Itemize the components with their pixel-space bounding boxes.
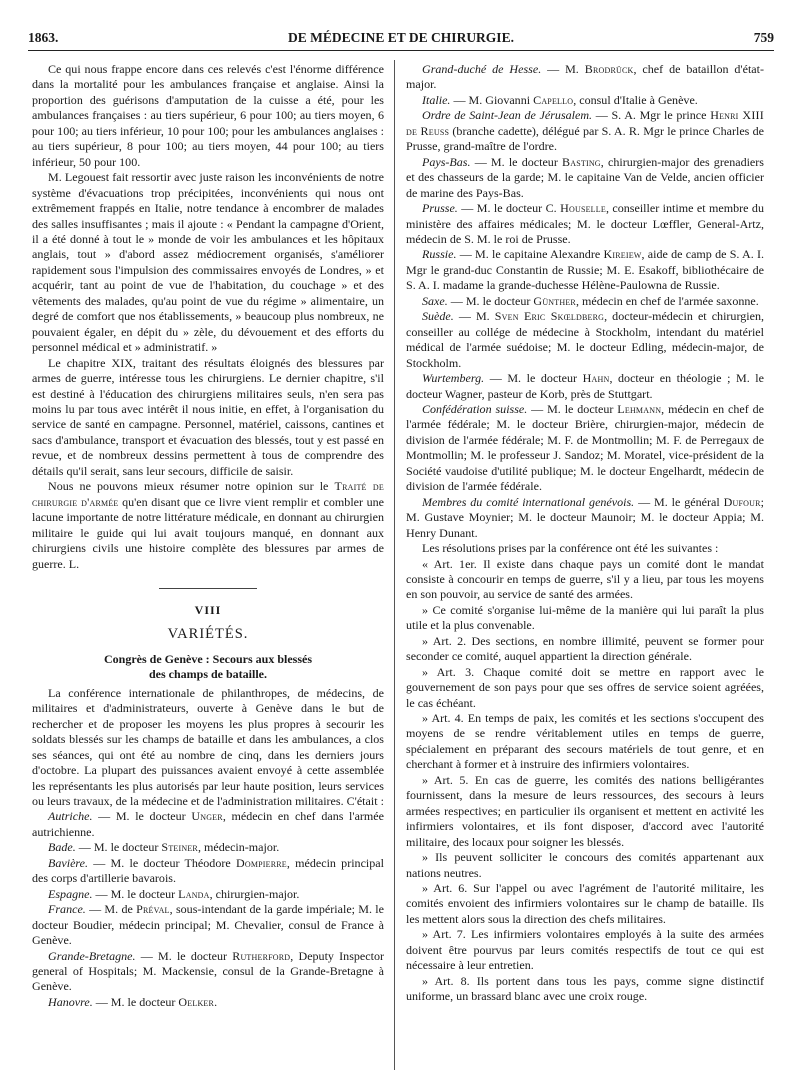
- delegate-name: Steiner: [161, 840, 198, 855]
- paragraph-conclusion: [32, 479, 384, 572]
- delegate-text: , aide de camp de S. A. I. Mgr le grand-duc Constantin de Russie; M. E. Esakoff, bibliothécaire de S. A. I. madame la grande-duchesse Hélène-Paulowna de Russie.: [406, 247, 764, 293]
- delegate-name: Houselle: [560, 201, 606, 216]
- delegate-text: — M. le capitaine Alexandre: [456, 247, 604, 262]
- delegate-text: — M. le docteur: [92, 886, 179, 901]
- subtitle-line-2: des champs de bataille.: [148, 666, 267, 681]
- resolution-article: » Ils peuvent solliciter le concours des comités appartenant aux nations neutres.: [406, 850, 764, 880]
- delegate-text: , docteur-médecin et chirurgien, conseiller au collége de médecine à Stockholm, intendant du matériel médical de l'armée suédoise; M. le docteur Edling, médecin-major, de Stockholm.: [406, 309, 765, 370]
- delegate-country: Membres du comité international genévois.: [422, 494, 635, 509]
- delegate-entry: [32, 902, 384, 948]
- delegate-name: Landa: [178, 886, 210, 901]
- delegate-name: Rutherford: [232, 948, 291, 963]
- delegate-text: — M.: [453, 309, 495, 324]
- delegate-entry: [32, 840, 384, 855]
- conclusion-text-a: Nous ne pouvons mieux résumer notre opinion sur le: [48, 479, 335, 494]
- delegate-entry: [406, 108, 764, 154]
- resolution-article: » Ce comité s'organise lui-même de la manière qui lui paraît la plus utile et la plus convenable.: [406, 602, 764, 633]
- resolutions-list: [406, 557, 764, 1005]
- paragraph-chapter-xix: Le chapitre XIX, traitant des résultats éloignés des blessures par armes de guerre, intéresse tous les chirurgiens. Le dernier chapitre, s'il est destiné à l'éducation des chirurgiens militaires seuls, n'en sera pas moins lu par tous avec intérêt il nous initie, en effet, à l'organisation du service de santé en campagne. Personnel, matériel, caissons, cantines et sacs d'ambulance, transport et évacuation des blessés, tout y est passé en revue, et de nombreux dessins permettent à tous de comprendre des détails qu'il serait, sans leur secours, difficile de saisir.: [32, 355, 384, 478]
- delegate-country: Hanovre.: [48, 994, 93, 1009]
- delegate-country: Autriche.: [48, 809, 93, 824]
- delegate-text: , médecin-major.: [197, 840, 280, 855]
- delegate-name: Basting: [562, 154, 601, 169]
- delegate-country: Prusse.: [422, 201, 458, 216]
- paragraph-legouest: M. Legouest fait ressortir avec juste raison les inconvénients de notre système d'évacuations trop précipitées, inconvénients qui nous ont extrêmement frappés en Italie, notre tendance à encombrer de malades des salles insuffisantes ; mais il ajoute : « Pendant la campagne d'Orient, il a été donné à tout le » monde de voir les ambulances et les hôpitaux anglais, tout » d'abord assez médiocrement organisés, s'améliorer rapidement sous l'impulsion des commissaires envoyés de Londres, » et acquérir, tant au point de vue de l'habitation, du couchage » et des vêtements des malades, qu'au point de vue du régime » alimentaire, un degré de comfort que nos établissements, » beaucoup plus nombreux, ne pouvaient égaler, en dépit du » zèle, du dévouement et des efforts du personnel médical et » administratif. »: [32, 170, 384, 355]
- delegate-text: — M. Giovanni: [450, 92, 534, 107]
- delegate-name: Henri XIII de Reuss: [406, 108, 764, 138]
- delegate-text: , médecin en chef de l'armée fédérale; M. le docteur Brière, chirurgien-major, médecin de division de l'armée fédérale; M. F. de Montmollin; M. F. de Perregaux de Montmollin; M. le professeur J. Sandoz; M. Moratel, vice-président de la Société vaudoise d'utilité publique; M. le docteur Engelhardt, médecin de division de l'armée fédérale.: [406, 401, 764, 494]
- delegate-country: Pays-Bas.: [422, 154, 471, 169]
- delegate-entry: [406, 62, 764, 93]
- delegate-text: — M. le docteur: [484, 371, 583, 386]
- delegate-entry: [406, 294, 764, 309]
- delegate-name: Dufour: [723, 494, 761, 509]
- delegate-country: France.: [48, 902, 86, 917]
- delegate-text: — M. le général: [634, 494, 724, 509]
- delegate-country: Suède.: [422, 309, 454, 324]
- article-subtitle: [32, 652, 384, 682]
- delegate-text: — S. A. Mgr le prince: [592, 108, 711, 123]
- resolution-article: » Art. 3. Chaque comité doit se mettre en rapport avec le gouvernement de son pays pour que ses offres de service soient agréées, le cas échéant.: [406, 664, 764, 710]
- delegate-entry: [406, 402, 764, 495]
- delegate-entry: [406, 371, 764, 402]
- book-title: Traité de chirurgie d'armée: [32, 479, 384, 509]
- delegate-country: Confédération suisse.: [422, 401, 528, 416]
- delegate-name: Hahn: [582, 371, 610, 386]
- delegate-entry: [32, 995, 384, 1010]
- delegate-name: Unger: [191, 809, 223, 824]
- delegate-text: , sous-intendant de la garde impériale; M. le docteur Boudier, médecin principal; M. Chevalier, consul de France à Genève.: [32, 902, 385, 948]
- delegate-text: (branche cadette), délégué par S. A. R. Mgr le prince Charles de Prusse, grand-maître de l'ordre.: [406, 123, 765, 154]
- paragraph-conference: La conférence internationale de philanthropes, de médecins, de militaires et d'administrateurs, ouverte à Genève dans le but de rechercher et de proposer les moyens les plus propres à secourir les soldats blessés sur les champs de bataille et dans les ambulances, a clos ses séances, qui ont été au nombre de cinq, dans les derniers jours d'octobre. La plupart des puissances avaient envoyé à cette assemblée les représentants les plus autorisés par leur haute position, leurs services ou leurs travaux, de la médecine et de l'administration militaires. C'était :: [32, 685, 384, 809]
- delegate-text: .: [214, 994, 218, 1009]
- delegate-text: — M. le docteur C.: [457, 201, 561, 216]
- delegate-name: Dompierre: [235, 855, 287, 870]
- delegate-entry: [406, 155, 764, 201]
- delegate-text: , conseiller intime et membre du ministère des affaires médicales; M. le docteur Lœffler, General-Artz, médecin de S. M. le roi de Prusse.: [406, 201, 764, 246]
- delegate-text: — M. de: [85, 902, 137, 917]
- delegate-country: Ordre de Saint-Jean de Jérusalem.: [422, 108, 593, 123]
- resolution-article: » Art. 5. En cas de guerre, les comités des nations belligérantes fournissent, dans la mesure de leurs ressources, des secours à leurs armées respectives; en particulier ils organisent et mettent en activité les infirmiers volontaires, et ils font disposer, d'accord avec l'autorité militaire, des locaux pour soigner les blessés.: [406, 772, 764, 849]
- delegate-country: Espagne.: [48, 886, 93, 901]
- header-journal-title: DE MÉDECINE ET DE CHIRURGIE.: [288, 30, 514, 45]
- delegate-name: Capello: [533, 92, 574, 107]
- resolution-article: » Art. 4. En temps de paix, les comités et les sections s'occupent des moyens de se rendre véritablement utiles en temps de guerre, spécialement en préparant des secours matériels de tout genre, et en cherchant à former et à instruire des infirmiers volontaires.: [406, 711, 764, 772]
- delegate-text: — M. le docteur Théodore: [88, 855, 236, 870]
- delegate-text: , consul d'Italie à Genève.: [573, 92, 698, 107]
- delegate-name: Lehmann: [617, 401, 662, 416]
- header-page-number: 759: [753, 30, 774, 45]
- delegate-text: , médecin en chef de l'armée saxonne.: [575, 293, 759, 308]
- paragraph-mortality: Ce qui nous frappe encore dans ces relevés c'est l'énorme différence dans la mortalité pour les ambulances française et anglaise. Ainsi la proportion des guérisons d'amputation de la cuisse a été, pour les ambulances françaises : au tiers supérieur, 6 pour 100; au tiers moyen, 6 pour 100; au tiers inférieur, 10 pour 100; pour les ambulances anglaises : au tiers supérieur, 8 pour 100; au tiers moyen, 44 pour 100; au tiers inférieur, 50 pour 100.: [32, 62, 384, 169]
- delegate-text: — M. le docteur: [447, 293, 534, 308]
- section-rule: [159, 588, 257, 589]
- delegate-name: Günther: [533, 293, 576, 308]
- delegate-country: Saxe.: [422, 293, 448, 308]
- delegate-entry: [406, 309, 764, 371]
- delegate-country: Bavière.: [48, 855, 89, 870]
- delegate-name: Préval: [136, 902, 170, 917]
- delegate-text: , chirurgien-major.: [209, 886, 300, 901]
- delegate-text: , médecin principal des corps d'artillerie bavarois.: [32, 855, 384, 886]
- resolution-article: » Art. 2. Des sections, en nombre illimité, peuvent se former pour seconder ce comité, auquel appartient la direction générale.: [406, 633, 764, 664]
- delegate-entry: [406, 93, 764, 108]
- header-year: 1863.: [28, 30, 59, 45]
- delegate-text: — M. le docteur: [75, 840, 162, 855]
- delegate-country: Russie.: [422, 247, 457, 262]
- delegate-list-right: [406, 62, 764, 541]
- delegate-text: , docteur en théologie ; M. le docteur Wagner, pasteur de Korb, près de Stuttgart.: [406, 371, 764, 401]
- resolution-article: » Art. 7. Les infirmiers volontaires employés à la suite des armées doivent être pourvus par leurs comités respectifs de tout ce qui est nécessaire à leur entretien.: [406, 927, 764, 973]
- left-column: [32, 62, 384, 1010]
- delegate-text: — M. le docteur: [135, 948, 233, 963]
- resolution-article: « Art. 1er. Il existe dans chaque pays un comité dont le mandat consiste à concourir en temps de guerre, s'il y a lieu, par tous les moyens en son pouvoir, au service de santé des armées.: [406, 556, 764, 602]
- delegate-entry: [32, 887, 384, 902]
- delegate-text: — M. le docteur: [92, 994, 179, 1009]
- delegate-country: Grand-duché de Hesse.: [422, 62, 542, 76]
- delegate-text: — M. le docteur: [527, 401, 618, 416]
- delegate-list-left: [32, 809, 384, 1010]
- section-title: VARIÉTÉS.: [167, 626, 249, 643]
- delegate-name: Sven Eric Skœldberg: [494, 309, 605, 324]
- delegate-text: , chef de bataillon d'état-major.: [406, 62, 765, 92]
- delegate-entry: [32, 949, 384, 995]
- delegate-text: — M.: [541, 62, 585, 76]
- delegate-entry: [406, 201, 764, 247]
- author-signature: L.: [68, 556, 80, 571]
- delegate-country: Grande-Bretagne.: [48, 948, 136, 963]
- delegate-text: , médecin en chef dans l'armée autrichienne.: [32, 809, 384, 839]
- delegate-text: , Deputy Inspector general of Hospitals; M. Mackensie, consul de la Grande-Bretagne à Genève.: [32, 948, 384, 994]
- resolution-article: » Art. 8. Ils portent dans tous les pays, comme signe distinctif uniforme, un brassard blanc avec une croix rouge.: [406, 973, 764, 1004]
- delegate-entry: [32, 809, 384, 840]
- conclusion-text-b: qu'en disant que ce livre vient remplir et combler une lacune importante de notre littérature médicale, en donnant au chirurgien militaire le guide qui lui avait toujours manqué, en donnant aux chirurgiens civils une histoire complète des blessures par armes de guerre.: [32, 494, 385, 571]
- delegate-entry: [32, 856, 384, 887]
- right-column: [406, 62, 764, 1005]
- delegate-name: Oelker: [178, 994, 215, 1009]
- delegate-name: Kireiew: [603, 247, 642, 262]
- delegate-entry: [406, 247, 764, 293]
- delegate-entry: [406, 495, 764, 541]
- column-divider: [394, 60, 395, 1070]
- delegate-country: Wurtemberg.: [422, 371, 485, 386]
- running-header: [28, 28, 774, 51]
- resolution-article: » Art. 6. Sur l'appel ou avec l'agrément de l'autorité militaire, les comités envoient des infirmiers volontaires sur le champ de bataille. Ils les mettent alors sous la direction des chefs militaires.: [406, 881, 764, 926]
- delegate-name: Brodrück: [584, 62, 634, 76]
- delegate-country: Italie.: [422, 92, 451, 107]
- delegate-text: — M. le docteur: [92, 809, 192, 824]
- delegate-text: ; M. Gustave Moynier; M. le docteur Maunoir; M. le docteur Appia; M. Henry Dunant.: [406, 494, 764, 540]
- subtitle-line-1: Congrès de Genève : Secours aux blessés: [104, 651, 312, 666]
- delegate-country: Bade.: [48, 840, 76, 855]
- resolutions-intro: Les résolutions prises par la conférence ont été les suivantes :: [422, 541, 719, 556]
- delegate-text: , chirurgien-major des grenadiers et des chasseurs de la garde; M. le capitaine Van de Velde, ancien officier de marine des Pays-Bas.: [406, 154, 764, 200]
- section-number: VIII: [194, 602, 222, 617]
- delegate-text: — M. le docteur: [470, 154, 563, 169]
